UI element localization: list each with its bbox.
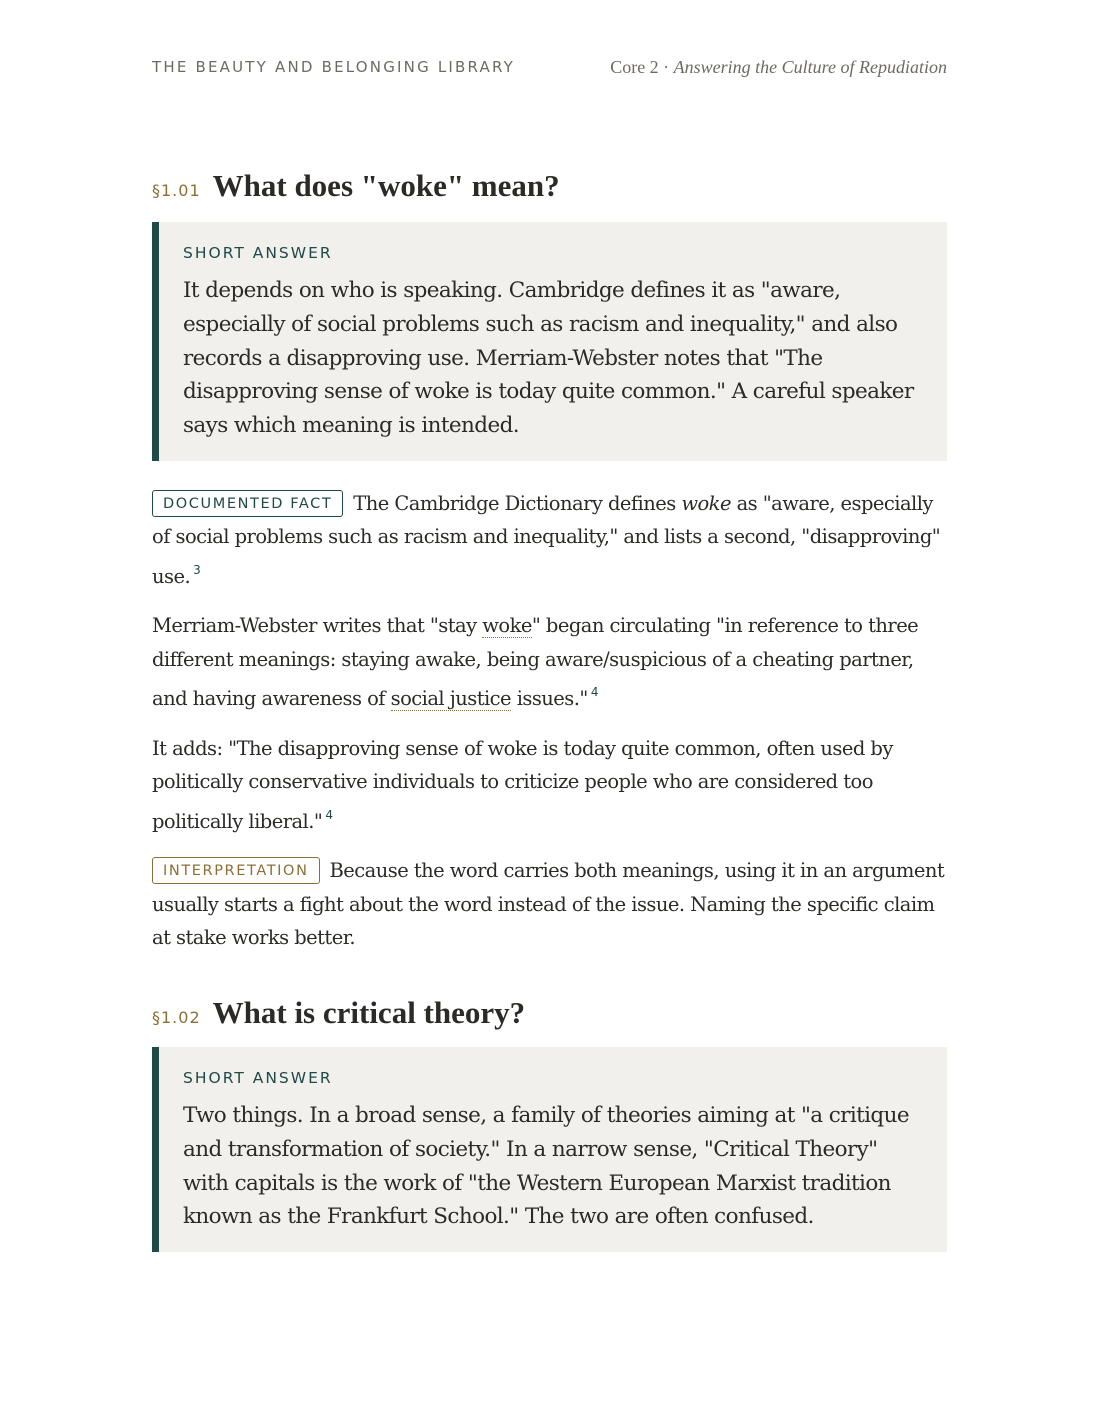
footnote-ref[interactable]: 3	[193, 562, 201, 577]
short-answer-label: SHORT ANSWER	[183, 1069, 333, 1087]
library-name: THE BEAUTY AND BELONGING LIBRARY	[152, 58, 516, 76]
footnote-ref[interactable]: 4	[590, 685, 599, 700]
question-title: What does "woke" mean?	[212, 168, 560, 203]
text-emphasis: woke	[681, 491, 731, 515]
paragraph-disapproving-sense	[152, 732, 947, 839]
short-answer-label: SHORT ANSWER	[183, 244, 333, 262]
text-segment: issues."	[511, 687, 588, 711]
question-title: What is critical theory?	[212, 995, 526, 1030]
glossary-term-woke[interactable]: woke	[482, 614, 532, 638]
text-segment: The Cambridge Dictionary defines	[353, 491, 682, 515]
interpretation-tag: INTERPRETATION	[152, 857, 320, 884]
text-segment: as "aware, especially of social problems such as racism and inequality," and lists a second, "disapproving" use.	[152, 491, 941, 588]
glossary-term-social-justice[interactable]: social justice	[390, 687, 512, 711]
section-1-01	[152, 168, 947, 955]
core-title	[610, 57, 947, 78]
running-head	[152, 55, 947, 79]
short-answer-text: It depends on who is speaking. Cambridge defines it as "aware, especially of social problems such as racism and inequality," and also records a disapproving use. Merriam-Webster notes that "The disapproving sense of woke is today quite common." A careful speaker says which meaning is intended.	[183, 278, 914, 439]
section-number: §1.01	[152, 181, 201, 200]
section-1-02	[152, 995, 947, 1252]
text-segment: " began circulating "in reference to three different meanings: staying awake, being aware/suspicious of a cheating partner, and having awareness of	[152, 614, 919, 711]
short-answer-box	[152, 1047, 947, 1252]
paragraph-documented-fact	[152, 487, 947, 594]
paragraph-interpretation	[152, 854, 947, 955]
core-title-text: Answering the Culture of Repudiation	[673, 56, 947, 77]
question-heading	[152, 168, 947, 208]
core-prefix: Core 2 ·	[610, 56, 674, 77]
short-answer-box	[152, 222, 947, 461]
documented-fact-tag: DOCUMENTED FACT	[152, 490, 343, 517]
footnote-ref[interactable]: 4	[325, 807, 333, 822]
text-segment: Because the word carries both meanings, using it in an argument usually starts a fight about the word instead of the issue. Naming the specific claim at stake works better.	[152, 859, 945, 950]
paragraph-merriam-webster	[152, 609, 947, 716]
text-segment: It adds: "The disapproving sense of woke is today quite common, often used by politically conservative individuals to criticize people who are considered too politically liberal."	[152, 736, 893, 833]
section-number: §1.02	[152, 1008, 201, 1027]
text-segment: Merriam-Webster writes that "stay	[152, 614, 483, 638]
question-heading	[152, 995, 947, 1035]
short-answer-text: Two things. In a broad sense, a family of theories aiming at "a critique and transformation of society." In a narrow sense, "Critical Theory" with capitals is the work of "the Western European Marxist tradition known as the Frankfurt School." The two are often confused.	[183, 1103, 909, 1230]
